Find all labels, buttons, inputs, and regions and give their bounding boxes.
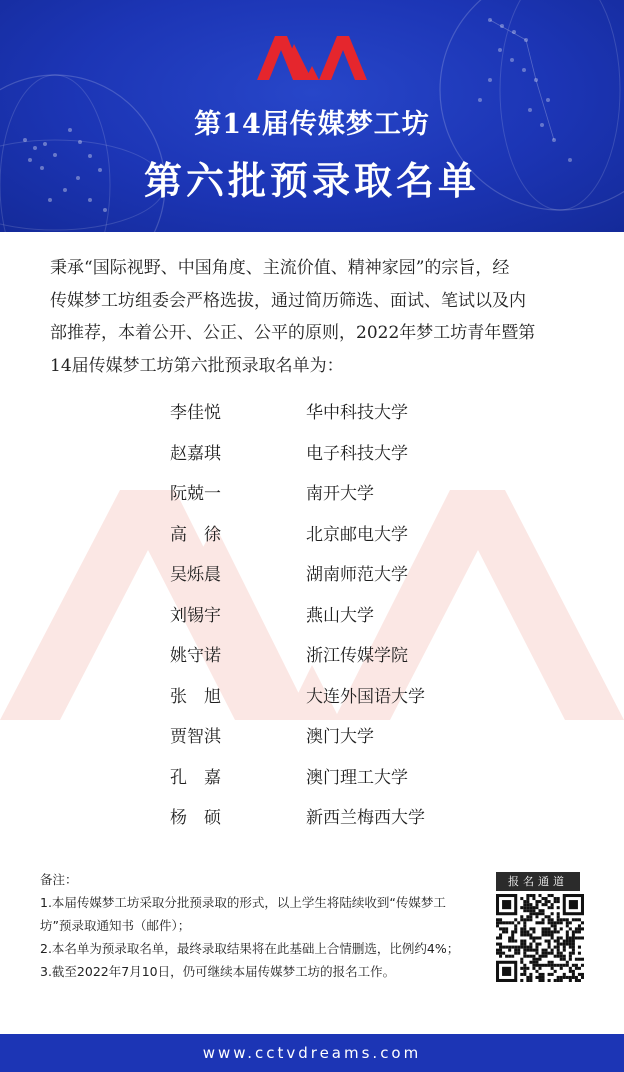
- footer-url-link[interactable]: www.cctvdreams.com: [202, 1044, 422, 1062]
- student-university: 华中科技大学: [306, 403, 408, 423]
- notes-section: [40, 868, 495, 983]
- student-name: 阮兢一: [170, 484, 221, 504]
- student-name: 李佳悦: [170, 403, 221, 423]
- note-line: 1.本届传媒梦工坊采取分批预录取的形式，以上学生将陆续收到“传媒梦工: [40, 895, 446, 910]
- intro-line: 14届传媒梦工坊第六批预录取名单为：: [50, 355, 344, 376]
- student-university: 澳门大学: [306, 727, 374, 747]
- intro-line: 部推荐，本着公开、公正、公平的原则，2022年梦工坊青年暨第: [50, 323, 536, 343]
- intro-line: 传媒梦工坊组委会严格选拔，通过简历筛选、面试、笔试以及内: [50, 290, 526, 311]
- student-university: 湖南师范大学: [306, 565, 408, 585]
- student-name: 张 旭: [170, 686, 221, 707]
- footer-bar: [0, 1034, 624, 1072]
- page-subtitle: 第六批预录取名单: [143, 158, 480, 203]
- student-name: 姚守诺: [170, 646, 221, 666]
- student-name: 刘锡宇: [170, 605, 221, 626]
- qr-code-icon[interactable]: [496, 894, 584, 982]
- page-title: 第14届传媒梦工坊: [194, 109, 430, 140]
- cctv-dreams-logo: [257, 36, 367, 80]
- student-name: 孔 嘉: [170, 767, 221, 788]
- student-name: 杨 硕: [170, 808, 221, 828]
- note-line: 3.截至2022年7月10日，仍可继续本届传媒梦工坊的报名工作。: [40, 964, 396, 979]
- student-university: 澳门理工大学: [306, 767, 408, 788]
- student-university: 南开大学: [306, 484, 374, 504]
- note-line: 坊”预录取通知书（邮件）；: [40, 918, 191, 933]
- intro-line: 秉承“国际视野、中国角度、主流价值、精神家园”的宗旨，经: [50, 258, 510, 278]
- note-line: 2.本名单为预录取名单，最终录取结果将在此基础上合情删选，比例约4%；: [40, 941, 460, 956]
- student-university: 大连外国语大学: [306, 686, 425, 707]
- student-university: 电子科技大学: [306, 443, 408, 464]
- notes-heading: 备注：: [40, 872, 78, 887]
- student-name: 赵嘉琪: [170, 443, 221, 464]
- student-name: 贾智淇: [170, 727, 221, 747]
- intro-paragraph: [50, 252, 578, 382]
- student-university: 北京邮电大学: [306, 524, 408, 545]
- student-university: 燕山大学: [306, 605, 374, 626]
- globe-left-decoration: [0, 60, 180, 232]
- student-university: 浙江传媒学院: [306, 646, 408, 666]
- header-banner: [0, 0, 624, 232]
- signup-channel-label: 报名通道: [496, 872, 580, 891]
- student-name: 高 徐: [170, 524, 221, 545]
- student-university: 新西兰梅西大学: [306, 808, 425, 828]
- student-name: 吴烁晨: [170, 565, 221, 585]
